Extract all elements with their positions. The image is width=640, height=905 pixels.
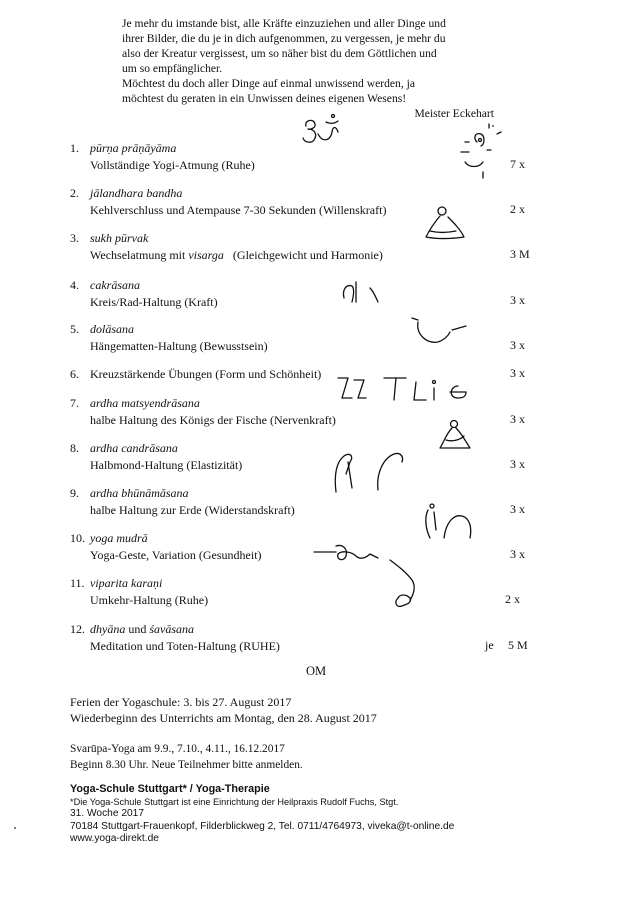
quote-line: um so empfänglicher. xyxy=(122,62,223,75)
exercise-2-reps: 2 x xyxy=(510,202,525,216)
svarupa-dates: Svarūpa-Yoga am 9.9., 7.10., 4.11., 16.12.2017 xyxy=(70,743,285,755)
restart-line: Wiederbeginn des Unterrichts am Montag, den 28. August 2017 xyxy=(70,711,377,725)
exercise-sanskrit-name: pūrṇa prāṇāyāma xyxy=(90,141,177,155)
exercise-description: halbe Haltung zur Erde (Widerstandskraft) xyxy=(90,503,295,517)
exercise-number: 2. xyxy=(70,186,79,200)
exercise-1-reps: 7 x xyxy=(510,157,525,171)
desc-text: (Gleichgewicht und Harmonie) xyxy=(223,248,383,262)
exercise-number: 9. xyxy=(70,486,79,500)
exercise-description: Kreuzstärkende Übungen (Form und Schönheit) xyxy=(90,367,322,381)
exercise-description: halbe Haltung des Königs der Fische (Nervenkraft) xyxy=(90,413,336,427)
exercise-6-reps: 3 x xyxy=(510,366,525,380)
quote-line: Je mehr du imstande bist, alle Kräfte einzuziehen und aller Dinge und xyxy=(122,17,446,30)
quote-line: Möchtest du doch aller Dinge auf einmal unwissend werden, ja xyxy=(122,77,415,90)
om-symbol-sketch xyxy=(300,112,348,152)
school-note: *Die Yoga-Schule Stuttgart ist eine Einrichtung der Heilpraxis Rudolf Fuchs, Stgt. xyxy=(70,796,399,807)
week-label: 31. Woche 2017 xyxy=(70,808,145,820)
exercise-sanskrit-name: ardha matsyendrāsana xyxy=(90,396,200,410)
address: 70184 Stuttgart-Frauenkopf, Filderblickweg 2, Tel. 0711/4764973, viveka@t-online.de xyxy=(70,820,455,832)
exercise-description: Kreis/Rad-Haltung (Kraft) xyxy=(90,295,218,309)
exercise-sanskrit-name: cakrāsana xyxy=(90,278,140,292)
exercise-sanskrit-name: ardha candrāsana xyxy=(90,441,178,455)
back-exercises xyxy=(334,372,484,412)
half-moon-pose xyxy=(330,448,410,496)
quote-line: möchtest du geraten in ein Unwissen deines eigenen Wesens! xyxy=(122,92,407,105)
exercise-description: Hängematten-Haltung (Bewusstsein) xyxy=(90,339,268,353)
seated-figure xyxy=(420,205,470,243)
exercise-number: 6. xyxy=(70,367,79,381)
exercise-number: 12. xyxy=(70,622,85,636)
exercise-8-reps: 3 x xyxy=(510,457,525,471)
exercise-number: 11. xyxy=(70,576,85,590)
breathing-face xyxy=(455,122,505,182)
exercise-description: Umkehr-Haltung (Ruhe) xyxy=(90,593,209,607)
scan-speck xyxy=(492,125,494,127)
website: www.yoga-direkt.de xyxy=(70,833,159,845)
quote-line: ihrer Bilder, die du je in dich aufgenommen, zu vergessen, je mehr du xyxy=(122,32,446,45)
exercise-12-reps-prefix: je xyxy=(485,638,494,652)
exercise-description xyxy=(90,247,383,263)
sanskrit-term: dhyāna xyxy=(90,622,126,636)
exercise-description: Yoga-Geste, Variation (Gesundheit) xyxy=(90,548,262,562)
quote-block xyxy=(122,16,502,106)
exercise-description: Kehlverschluss und Atempause 7-30 Sekunden (Willenskraft) xyxy=(90,203,387,217)
exercise-number: 1. xyxy=(70,141,79,155)
om-text: OM xyxy=(306,664,327,678)
holiday-line: Ferien der Yogaschule: 3. bis 27. August 2017 xyxy=(70,695,292,709)
exercise-number: 4. xyxy=(70,278,79,292)
exercise-10-reps: 3 x xyxy=(510,547,525,561)
footer xyxy=(70,783,454,846)
exercise-number: 5. xyxy=(70,322,79,336)
exercise-sanskrit-name xyxy=(90,621,194,637)
desc-text: Wechselatmung mit xyxy=(90,248,189,262)
exercise-sanskrit-name: jālandhara bandha xyxy=(90,186,183,200)
exercise-description: Meditation und Toten-Haltung (RUHE) xyxy=(90,639,280,653)
exercise-11-reps: 2 x xyxy=(505,592,520,606)
conjunction: und xyxy=(125,622,150,636)
exercise-number: 8. xyxy=(70,441,79,455)
exercise-number: 7. xyxy=(70,396,79,410)
school-name: Yoga-Schule Stuttgart* / Yoga-Therapie xyxy=(70,783,270,795)
exercise-number: 3. xyxy=(70,231,79,245)
exercise-sanskrit-name: yoga mudrā xyxy=(90,531,148,545)
wheel-pose xyxy=(340,276,386,306)
exercise-number: 10. xyxy=(70,531,85,545)
sanskrit-term: śavāsana xyxy=(149,622,194,636)
quote-author: Meister Eckehart xyxy=(414,107,494,120)
exercise-sanskrit-name: dolāsana xyxy=(90,322,135,336)
exercise-7-reps: 3 x xyxy=(510,412,525,426)
exercise-5-reps: 3 x xyxy=(510,338,525,352)
exercise-4-reps: 3 x xyxy=(510,293,525,307)
quote-line: also der Kreatur vergissest, um so näher bist du dem Göttlichen und xyxy=(122,47,437,60)
exercise-3-reps: 3 M xyxy=(510,247,530,261)
inverted-pose xyxy=(384,558,426,610)
twist-pose xyxy=(430,418,476,452)
exercise-description: Halbmond-Haltung (Elastizität) xyxy=(90,458,243,472)
bow-to-earth-pose xyxy=(420,500,480,542)
scan-speck xyxy=(14,827,16,829)
exercise-sanskrit-name: sukh pūrvak xyxy=(90,231,149,245)
exercise-sanskrit-name: ardha bhūnāmāsana xyxy=(90,486,189,500)
desc-italic-term: visarga xyxy=(188,248,224,262)
exercise-description: Vollständige Yogi-Atmung (Ruhe) xyxy=(90,158,255,172)
yoga-mudra-pose xyxy=(312,540,384,566)
exercise-sanskrit-name: viparita karaṇi xyxy=(90,576,163,590)
exercise-12-reps: 5 M xyxy=(508,638,528,652)
svarupa-start: Beginn 8.30 Uhr. Neue Teilnehmer bitte anmelden. xyxy=(70,759,303,771)
hammock-pose xyxy=(408,312,470,348)
exercise-9-reps: 3 x xyxy=(510,502,525,516)
